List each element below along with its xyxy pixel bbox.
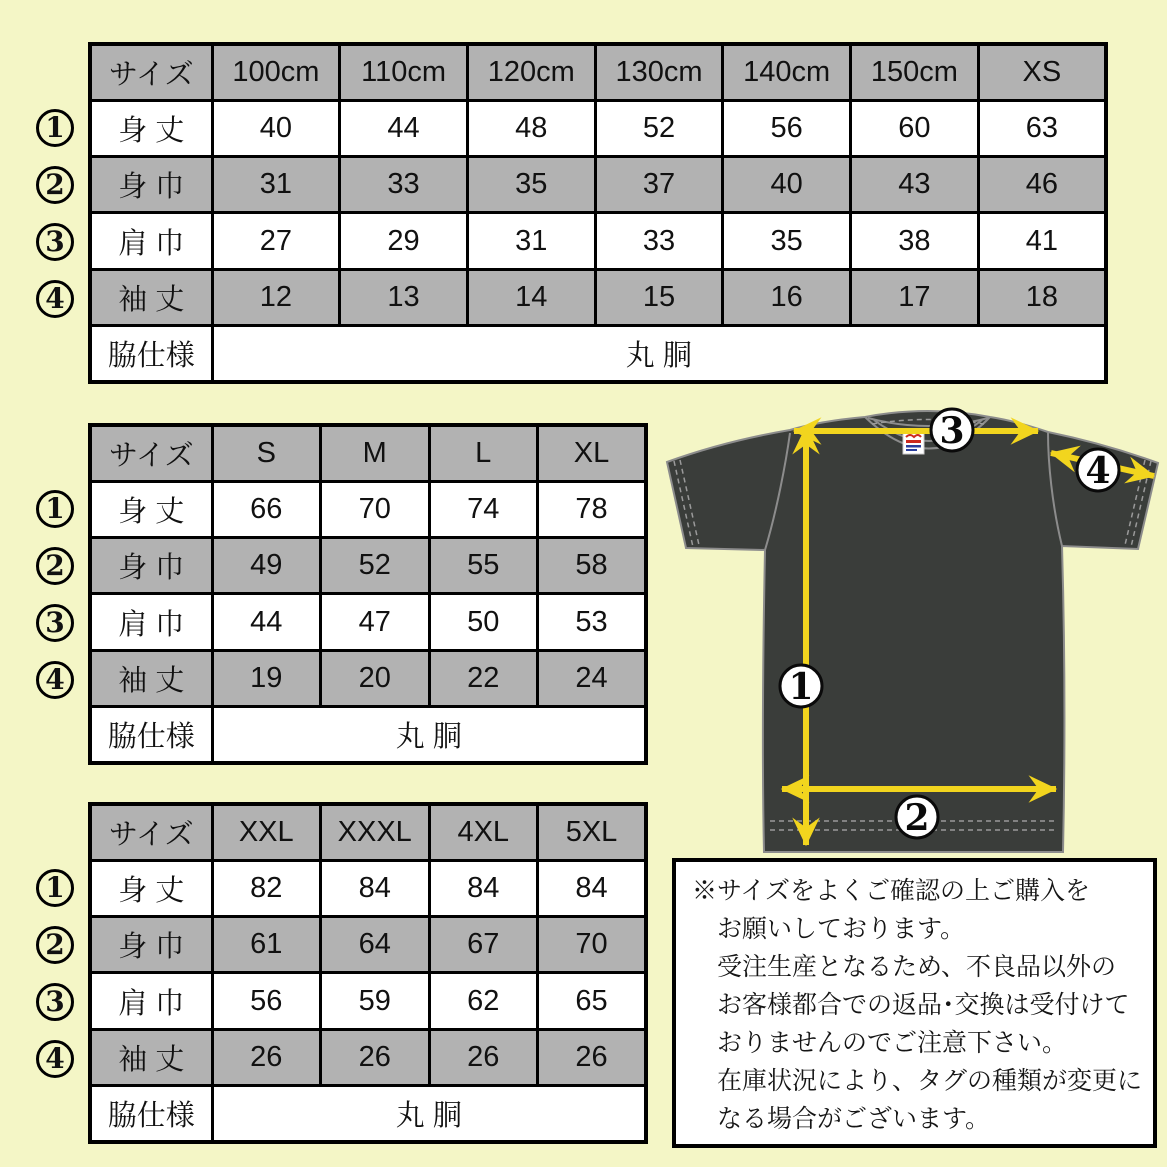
measure-marker-2: 2 bbox=[36, 547, 74, 585]
footer-label: 脇仕様 bbox=[90, 326, 212, 382]
measure-marker-3: 3 bbox=[36, 604, 74, 642]
size-header: サイズ bbox=[90, 425, 212, 481]
svg-text:4: 4 bbox=[1085, 450, 1111, 492]
value-cell: 56 bbox=[212, 973, 321, 1029]
measure-marker-4: 4 bbox=[36, 1040, 74, 1078]
column-header: 140cm bbox=[723, 44, 851, 100]
value-cell: 31 bbox=[467, 213, 595, 269]
measure-marker-4: 4 bbox=[36, 661, 74, 699]
note-line: なる場合がございます。 bbox=[717, 1105, 991, 1133]
row-label: 肩 巾 bbox=[90, 594, 212, 650]
size-table-adult bbox=[88, 423, 648, 765]
value-cell: 38 bbox=[851, 213, 979, 269]
value-cell: 46 bbox=[978, 157, 1106, 213]
value-cell: 48 bbox=[467, 100, 595, 156]
value-cell: 70 bbox=[321, 481, 430, 537]
value-cell: 64 bbox=[321, 917, 430, 973]
diagram-marker-1 bbox=[780, 665, 822, 708]
measure-marker-3: 3 bbox=[36, 223, 74, 261]
value-cell: 52 bbox=[595, 100, 723, 156]
measure-marker-1: 1 bbox=[36, 490, 74, 528]
value-cell: 50 bbox=[429, 594, 538, 650]
diagram-marker-4 bbox=[1077, 449, 1119, 492]
column-header: L bbox=[429, 425, 538, 481]
value-cell: 67 bbox=[429, 917, 538, 973]
value-cell: 15 bbox=[595, 269, 723, 325]
value-cell: 52 bbox=[321, 538, 430, 594]
note-line: おりませんのでご注意下さい。 bbox=[717, 1029, 1068, 1057]
value-cell: 65 bbox=[538, 973, 647, 1029]
value-cell: 70 bbox=[538, 917, 647, 973]
value-cell: 84 bbox=[429, 860, 538, 916]
column-header: 110cm bbox=[340, 44, 468, 100]
footer-value: 丸 胴 bbox=[212, 707, 646, 763]
note-line: お願いしております。 bbox=[717, 915, 966, 943]
column-header: 150cm bbox=[851, 44, 979, 100]
value-cell: 14 bbox=[467, 269, 595, 325]
column-header: M bbox=[321, 425, 430, 481]
column-header: 5XL bbox=[538, 804, 647, 860]
footer-label: 脇仕様 bbox=[90, 1086, 212, 1142]
column-header: 4XL bbox=[429, 804, 538, 860]
note-line: 在庫状況により、タグの種類が変更に bbox=[717, 1067, 1143, 1095]
value-cell: 35 bbox=[467, 157, 595, 213]
note-line: 受注生産となるため、不良品以外の bbox=[717, 953, 1117, 981]
size-table-kids bbox=[88, 42, 1108, 384]
row-label: 身 巾 bbox=[90, 157, 212, 213]
value-cell: 35 bbox=[723, 213, 851, 269]
value-cell: 37 bbox=[595, 157, 723, 213]
tshirt-diagram bbox=[655, 398, 1167, 858]
value-cell: 24 bbox=[538, 650, 647, 706]
brand-tag-icon bbox=[903, 431, 924, 454]
value-cell: 84 bbox=[321, 860, 430, 916]
value-cell: 63 bbox=[978, 100, 1106, 156]
measure-marker-2: 2 bbox=[36, 166, 74, 204]
column-header: 130cm bbox=[595, 44, 723, 100]
row-label: 袖 丈 bbox=[90, 269, 212, 325]
footer-label: 脇仕様 bbox=[90, 707, 212, 763]
value-cell: 26 bbox=[429, 1029, 538, 1085]
value-cell: 20 bbox=[321, 650, 430, 706]
value-cell: 59 bbox=[321, 973, 430, 1029]
column-header: 100cm bbox=[212, 44, 340, 100]
value-cell: 22 bbox=[429, 650, 538, 706]
svg-text:3: 3 bbox=[939, 410, 965, 452]
value-cell: 56 bbox=[723, 100, 851, 156]
value-cell: 44 bbox=[212, 594, 321, 650]
value-cell: 74 bbox=[429, 481, 538, 537]
value-cell: 47 bbox=[321, 594, 430, 650]
value-cell: 16 bbox=[723, 269, 851, 325]
value-cell: 43 bbox=[851, 157, 979, 213]
row-label: 身 丈 bbox=[90, 481, 212, 537]
measure-marker-4: 4 bbox=[36, 280, 74, 318]
value-cell: 82 bbox=[212, 860, 321, 916]
value-cell: 26 bbox=[321, 1029, 430, 1085]
value-cell: 12 bbox=[212, 269, 340, 325]
footer-value: 丸 胴 bbox=[212, 1086, 646, 1142]
value-cell: 61 bbox=[212, 917, 321, 973]
row-label: 肩 巾 bbox=[90, 973, 212, 1029]
note-line: ※サイズをよくご確認の上ご購入を bbox=[692, 877, 1091, 905]
column-header: 120cm bbox=[467, 44, 595, 100]
value-cell: 19 bbox=[212, 650, 321, 706]
footer-value: 丸 胴 bbox=[212, 326, 1106, 382]
diagram-marker-2 bbox=[896, 796, 938, 839]
value-cell: 60 bbox=[851, 100, 979, 156]
value-cell: 40 bbox=[212, 100, 340, 156]
value-cell: 29 bbox=[340, 213, 468, 269]
value-cell: 44 bbox=[340, 100, 468, 156]
row-label: 身 巾 bbox=[90, 538, 212, 594]
size-table-big bbox=[88, 802, 648, 1144]
value-cell: 78 bbox=[538, 481, 647, 537]
size-header: サイズ bbox=[90, 44, 212, 100]
value-cell: 58 bbox=[538, 538, 647, 594]
purchase-note bbox=[672, 858, 1157, 1148]
column-header: S bbox=[212, 425, 321, 481]
column-header: XXXL bbox=[321, 804, 430, 860]
row-label: 袖 丈 bbox=[90, 1029, 212, 1085]
value-cell: 13 bbox=[340, 269, 468, 325]
value-cell: 18 bbox=[978, 269, 1106, 325]
value-cell: 27 bbox=[212, 213, 340, 269]
value-cell: 31 bbox=[212, 157, 340, 213]
row-label: 身 丈 bbox=[90, 860, 212, 916]
row-label: 身 巾 bbox=[90, 917, 212, 973]
value-cell: 40 bbox=[723, 157, 851, 213]
column-header: XS bbox=[978, 44, 1106, 100]
value-cell: 55 bbox=[429, 538, 538, 594]
value-cell: 66 bbox=[212, 481, 321, 537]
row-label: 肩 巾 bbox=[90, 213, 212, 269]
value-cell: 84 bbox=[538, 860, 647, 916]
size-header: サイズ bbox=[90, 804, 212, 860]
value-cell: 49 bbox=[212, 538, 321, 594]
measure-marker-3: 3 bbox=[36, 983, 74, 1021]
row-label: 身 丈 bbox=[90, 100, 212, 156]
diagram-marker-3 bbox=[931, 409, 973, 452]
column-header: XL bbox=[538, 425, 647, 481]
value-cell: 26 bbox=[212, 1029, 321, 1085]
value-cell: 17 bbox=[851, 269, 979, 325]
column-header: XXL bbox=[212, 804, 321, 860]
measure-marker-1: 1 bbox=[36, 109, 74, 147]
value-cell: 33 bbox=[595, 213, 723, 269]
value-cell: 41 bbox=[978, 213, 1106, 269]
measure-marker-1: 1 bbox=[36, 869, 74, 907]
value-cell: 53 bbox=[538, 594, 647, 650]
svg-text:2: 2 bbox=[904, 797, 930, 839]
note-line: お客様都合での返品･交換は受付けて bbox=[717, 991, 1130, 1019]
value-cell: 62 bbox=[429, 973, 538, 1029]
value-cell: 33 bbox=[340, 157, 468, 213]
row-label: 袖 丈 bbox=[90, 650, 212, 706]
measure-marker-2: 2 bbox=[36, 926, 74, 964]
svg-text:1: 1 bbox=[788, 666, 814, 708]
value-cell: 26 bbox=[538, 1029, 647, 1085]
